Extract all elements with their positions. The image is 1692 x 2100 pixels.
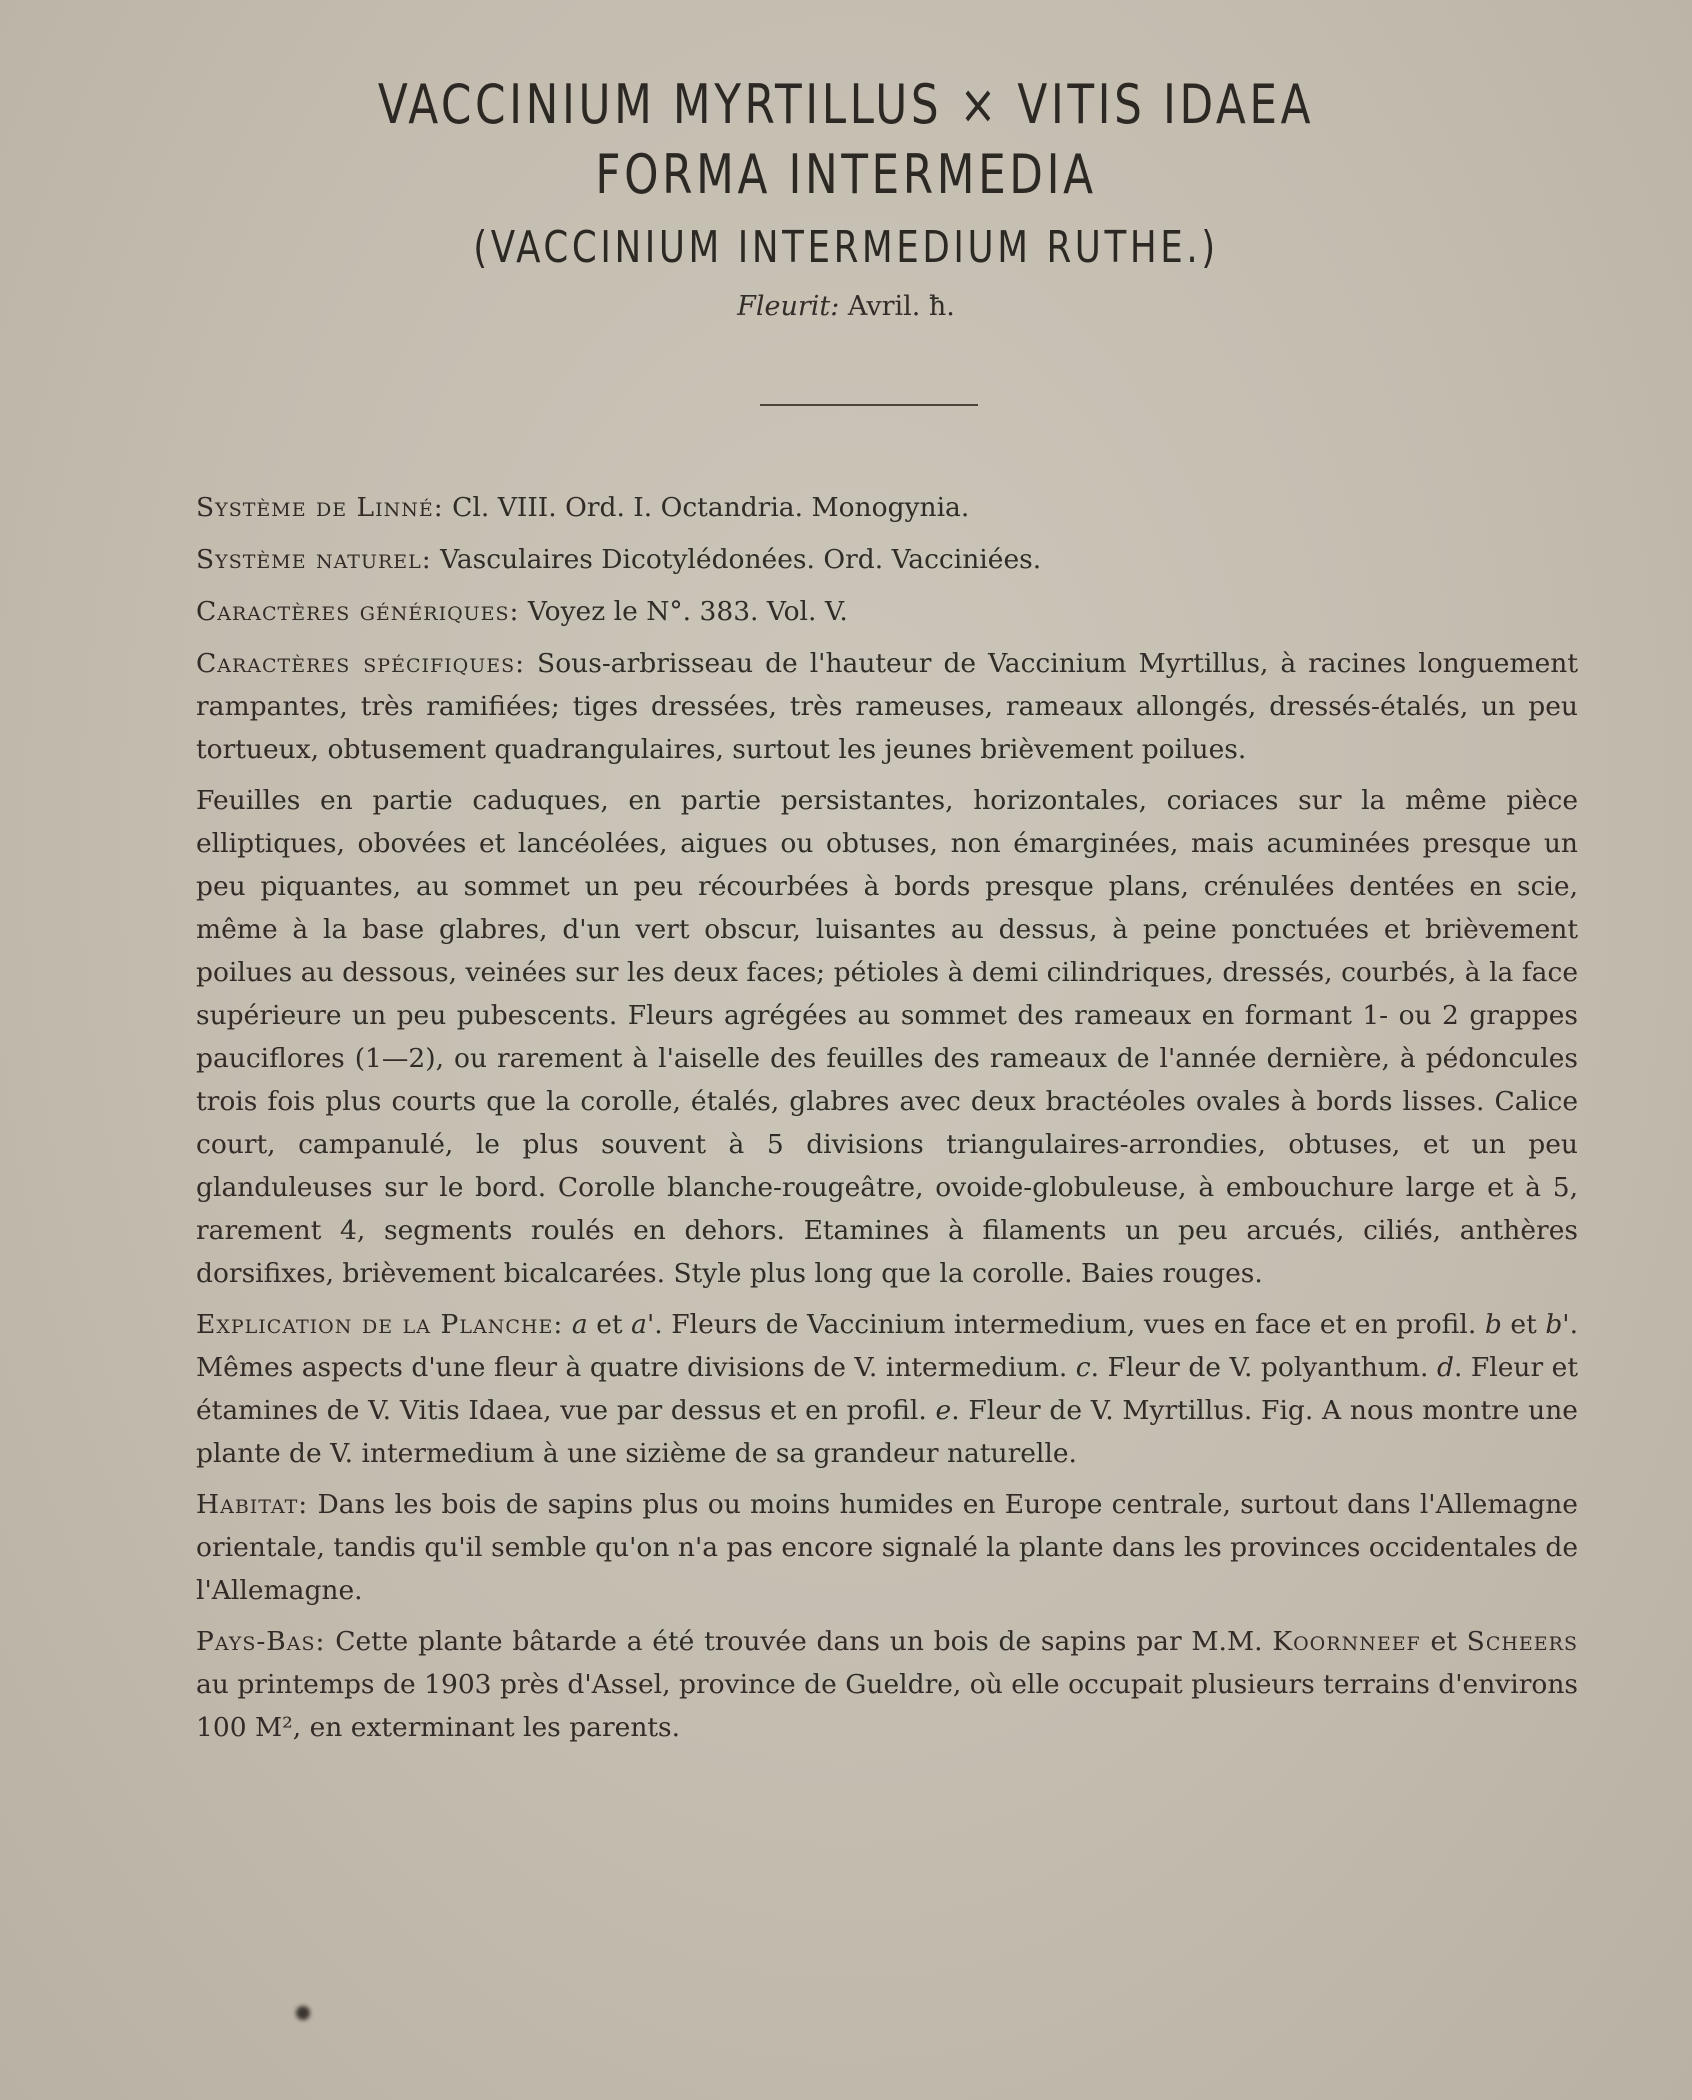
flowering-line <box>0 291 1692 322</box>
title-divider <box>760 404 978 406</box>
collector-koornneef: Koornneef <box>1272 1626 1421 1657</box>
naturel-text: Vasculaires Dicotylédonées. Ord. Vacciniées. <box>431 544 1042 575</box>
explication-text-7: . Fleur de V. Myrtillus. Fig. A nous montre une plante de V. intermedium à une sizième de sa grandeur naturelle. <box>196 1395 1578 1469</box>
explication-paragraph <box>196 1303 1578 1475</box>
ink-spot <box>296 2006 310 2020</box>
document-body <box>196 486 1578 1757</box>
explication-text-6: . Fleur et étamines de V. Vitis Idaea, vue par dessus et en profil. <box>196 1352 1578 1426</box>
figure-ref-c: c <box>1075 1352 1091 1383</box>
figure-ref-b-prime: b' <box>1545 1309 1570 1340</box>
habitat-text: Dans les bois de sapins plus ou moins humides en Europe centrale, surtout dans l'Allemagne orientale, tandis qu'il semble qu'on n'a pas encore signalé la plante dans les provinces occidentales de l'Allemagne. <box>196 1489 1578 1606</box>
collector-scheers: Scheers <box>1466 1626 1578 1657</box>
figure-ref-b: b <box>1484 1309 1502 1340</box>
naturel-paragraph <box>196 538 1578 581</box>
specifiques-paragraph <box>196 642 1578 771</box>
feuilles-text: Feuilles en partie caduques, en partie persistantes, horizontales, coriaces sur la même pièce elliptiques, obovées et lancéolées, aigues ou obtuses, non émarginées, mais acuminées presque un peu piquantes, au sommet un peu récourbées à bords presque plans, crénulées dentées en scie, même à la base glabres, d'un vert obscur, luisantes au dessus, à peine ponctuées et brièvement poilues au dessous, veinées sur les deux faces; pétioles à demi cilindriques, dressés, courbés, à la face supérieure un peu pubescents. Fleurs agrégées au sommet des rameaux en formant 1- ou 2 grappes pauciflores (1—2), ou rarement à l'aiselle des feuilles des rameaux de l'année dernière, à pédoncules trois fois plus courts que la corolle, étalés, glabres avec deux bractéoles ovales à bords lisses. Calice court, campanulé, le plus souvent à 5 divisions triangulaires-arrondies, obtuses, et un peu glanduleuses sur le bord. Corolle blanche-rougeâtre, ovoide-globuleuse, à embouchure large et à 5, rarement 4, segments roulés en dehors. Etamines à filaments un peu arcués, ciliés, anthères dorsifixes, brièvement bicalcarées. Style plus long que la corolle. Baies rouges. <box>196 785 1578 1289</box>
title-block <box>0 70 1692 322</box>
paysbas-text-1: Cette plante bâtarde a été trouvée dans un bois de sapins par M.M. <box>325 1626 1273 1657</box>
figure-ref-a: a <box>571 1309 588 1340</box>
title-line-2: FORMA INTERMEDIA <box>595 143 1097 206</box>
paysbas-text-2: et <box>1420 1626 1467 1657</box>
specifiques-label: Caractères spécifiques: <box>196 648 526 679</box>
explication-text-4: . Mêmes aspects d'une fleur à quatre divisions de V. intermedium. <box>196 1309 1578 1383</box>
feuilles-paragraph <box>196 779 1578 1295</box>
paysbas-paragraph <box>196 1620 1578 1749</box>
naturel-label: Système naturel: <box>196 544 432 575</box>
habitat-label: Habitat: <box>196 1489 309 1520</box>
figure-ref-a-prime: a' <box>631 1309 655 1340</box>
paysbas-text-3: au printemps de 1903 près d'Assel, province de Gueldre, où elle occupait plusieurs terrains d'environs 100 M², en exterminant les parents. <box>196 1669 1578 1743</box>
explication-text-2: . Fleurs de Vaccinium intermedium, vues en face et en profil. <box>654 1309 1485 1340</box>
linne-text: Cl. VIII. Ord. I. Octandria. Monogynia. <box>443 492 970 523</box>
linne-label: Système de Linné: <box>196 492 444 523</box>
paysbas-label: Pays-Bas: <box>196 1626 326 1657</box>
linne-paragraph <box>196 486 1578 529</box>
figure-ref-e: e <box>935 1395 952 1426</box>
explication-label: Explication de la Planche: <box>196 1309 564 1340</box>
explication-text-3: et <box>1501 1309 1546 1340</box>
specifiques-text: Sous-arbrisseau de l'hauteur de Vaccinium Myrtillus, à racines longuement rampantes, très ramifiées; tiges dressées, très rameuses, rameaux allongés, dressés-étalés, un peu tortueux, obtusement quadrangulaires, surtout les jeunes brièvement poilues. <box>196 648 1578 765</box>
habitat-paragraph <box>196 1483 1578 1612</box>
title-line-1: VACCINIUM MYRTILLUS × VITIS IDAEA <box>377 73 1315 136</box>
generiques-label: Caractères génériques: <box>196 596 520 627</box>
subtitle: (VACCINIUM INTERMEDIUM RUTHE.) <box>473 222 1219 273</box>
figure-ref-d: d <box>1436 1352 1454 1383</box>
flowering-label: Fleurit: <box>737 291 840 322</box>
explication-text-1: et <box>587 1309 632 1340</box>
generiques-text: Voyez le N°. 383. Vol. V. <box>519 596 848 627</box>
flowering-value: Avril. ħ. <box>847 291 955 322</box>
generiques-paragraph <box>196 590 1578 633</box>
explication-text-5: . Fleur de V. polyanthum. <box>1090 1352 1437 1383</box>
